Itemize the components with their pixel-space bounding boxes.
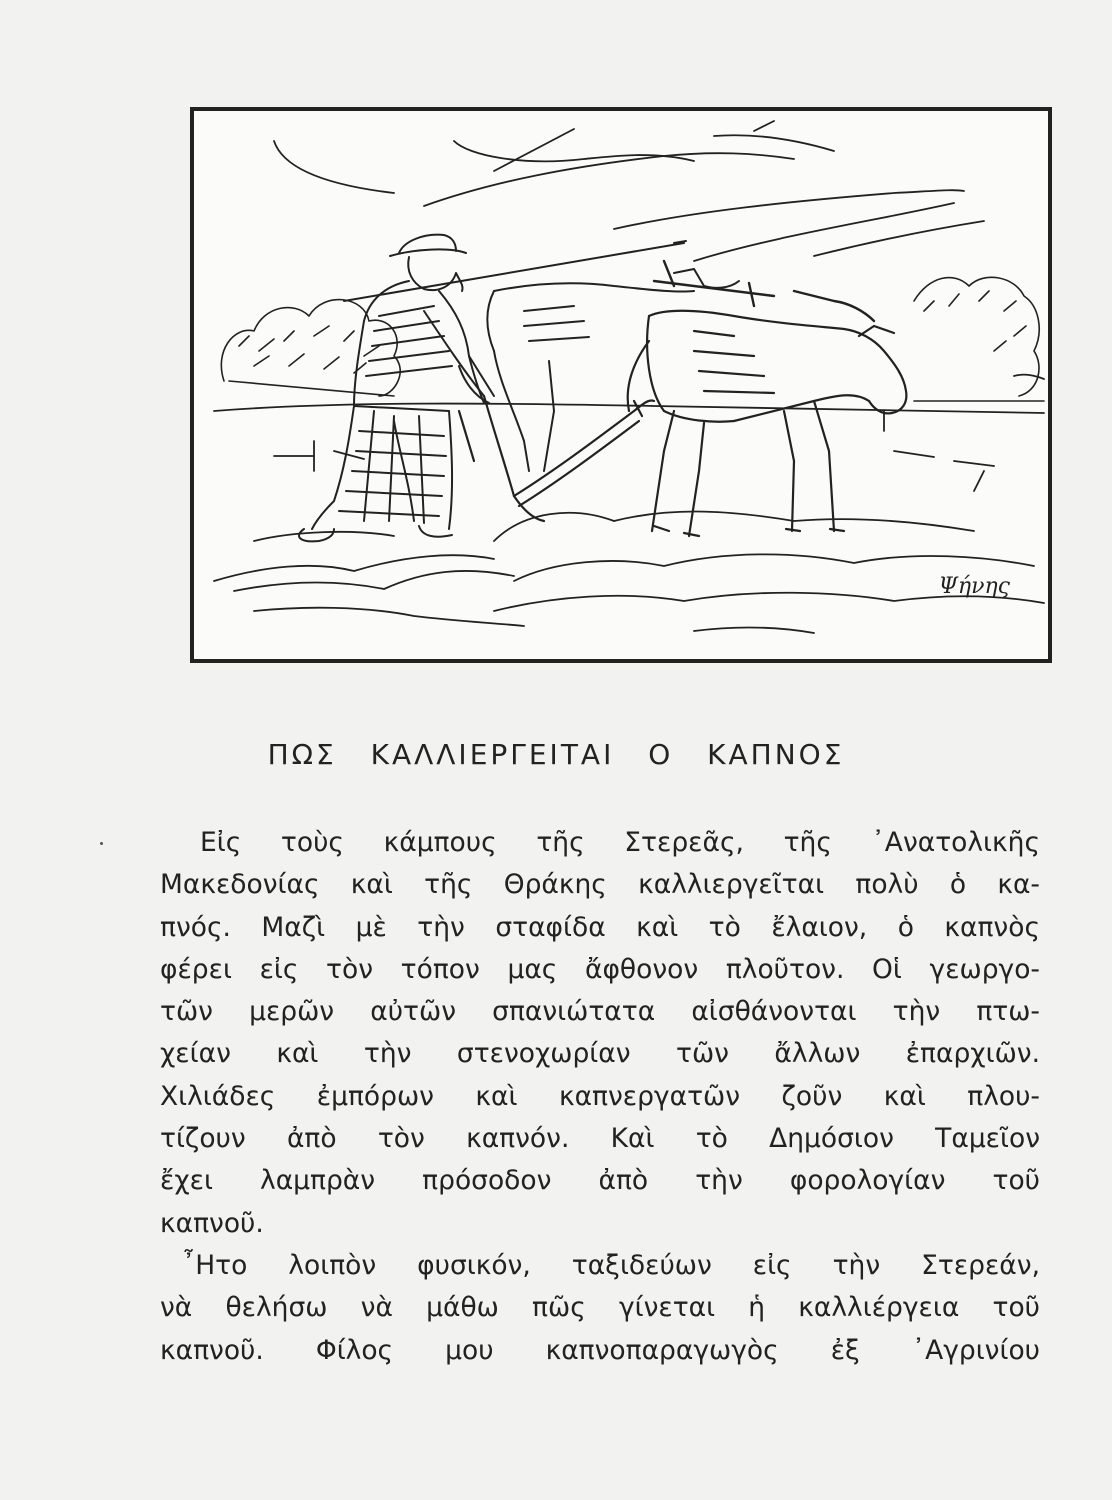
paragraph-1-line-8: τίζουν ἀπὸ τὸν καπνόν. Καὶ τὸ Δημόσιον Ταμεῖον bbox=[160, 1123, 1040, 1155]
body-text bbox=[160, 822, 1040, 1372]
paragraph-1-line-10: καπνοῦ. bbox=[160, 1207, 264, 1239]
trees-right bbox=[914, 277, 1044, 401]
paragraph-1-line-7: Χιλιάδες ἐμπόρων καὶ καπνεργατῶν ζοῦν καὶ πλου- bbox=[160, 1080, 1040, 1112]
paragraph-1-line-6: χείαν καὶ τὴν στενοχωρίαν τῶν ἄλλων ἐπαρχιῶν. bbox=[160, 1038, 1040, 1070]
paragraph-1-line-5: τῶν μερῶν αὐτῶν σπανιώτατα αἰσθάνονται τὴν πτω- bbox=[160, 996, 1040, 1028]
margin-dot bbox=[100, 842, 103, 845]
page-title: ΠΩΣ ΚΑΛΛΙΕΡΓΕΙΤΑΙ Ο ΚΑΠΝΟΣ bbox=[267, 738, 845, 771]
illustrator-signature: Ψήνης bbox=[938, 574, 1010, 599]
paragraph-1-line-2: Μακεδονίας καὶ τῆς Θράκης καλλιεργεῖται πολὺ ὁ κα- bbox=[160, 869, 1040, 901]
sky-strokes bbox=[274, 121, 1044, 379]
paragraph-1-line-3: πνός. Μαζὶ μὲ τὴν σταφίδα καὶ τὸ ἔλαιον, ὁ καπνὸς bbox=[160, 911, 1040, 943]
illustration-frame bbox=[190, 107, 1052, 663]
trees-left bbox=[221, 300, 400, 396]
paragraph-1-line-1: Εἰς τοὺς κάμπους τῆς Στερεᾶς, τῆς ᾿Ανατολικῆς bbox=[200, 827, 1040, 858]
paragraph-2-line-3: καπνοῦ. Φίλος μου καπνοπαραγωγὸς ἐξ ᾿Αγρινίου bbox=[160, 1334, 1040, 1366]
furrows bbox=[214, 404, 1044, 633]
paragraph-1-line-4: φέρει εἰς τὸν τόπον μας ἄφθονον πλοῦτον. Οἱ γεωργο- bbox=[160, 953, 1040, 985]
plowing-farmer-with-oxen-illustration bbox=[194, 111, 1048, 659]
paragraph-2-line-2: νὰ θελήσω νὰ μάθω πῶς γίνεται ἡ καλλιέργεια τοῦ bbox=[160, 1292, 1040, 1324]
paragraph-1-line-9: ἔχει λαμπρὰν πρόσοδον ἀπὸ τὴν φορολογίαν τοῦ bbox=[160, 1165, 1040, 1197]
ox-front bbox=[628, 311, 907, 536]
paragraph-2-line-1: ῏Ητο λοιπὸν φυσικόν, ταξιδεύων εἰς τὴν Στερεάν, bbox=[182, 1249, 1040, 1281]
plow bbox=[459, 396, 654, 521]
